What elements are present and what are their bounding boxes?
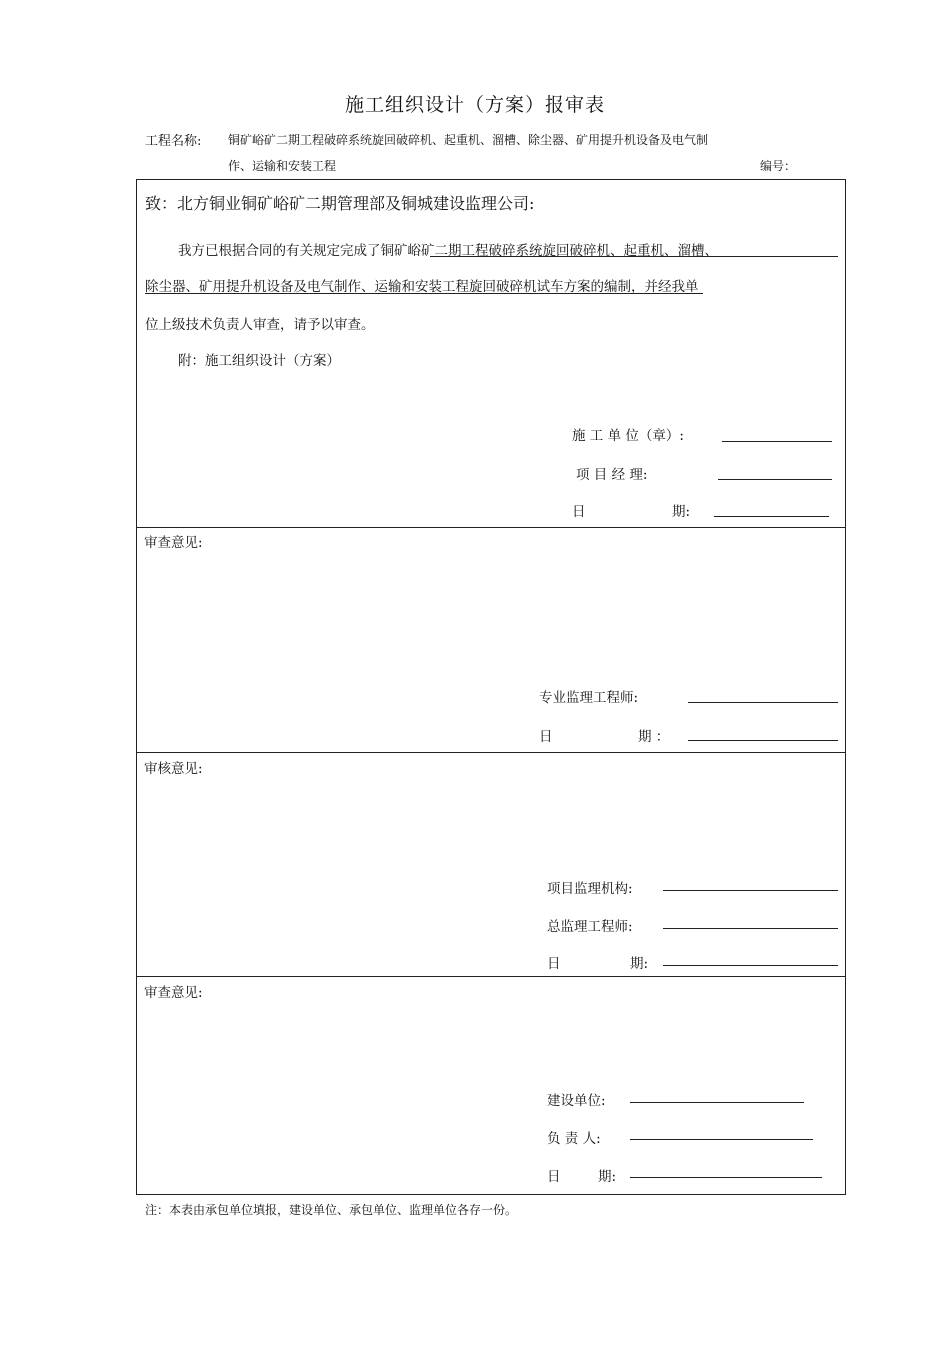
statement-underline-1 bbox=[430, 256, 838, 257]
review-section bbox=[136, 527, 846, 753]
form-number-label: 编号： bbox=[760, 159, 797, 173]
project-name-line2: 作、运输和安装工程 bbox=[228, 159, 337, 173]
date-label-start: 日 bbox=[572, 504, 586, 520]
project-manager-blank[interactable] bbox=[718, 479, 832, 480]
supervising-engineer-blank[interactable] bbox=[688, 702, 838, 703]
project-name-line1: 铜矿峪矿二期工程破碎系统旋回破碎机、起重机、溜槽、除尘器、矿用提升机设备及电气制 bbox=[228, 133, 709, 147]
project-name-label: 工程名称: bbox=[145, 134, 202, 149]
owner-opinion-label: 审查意见: bbox=[144, 985, 203, 1001]
contractor-unit-blank[interactable] bbox=[722, 441, 832, 442]
date-label-start: 日 bbox=[539, 729, 553, 745]
statement-line3: 位上级技术负责人审查，请予以审查。 bbox=[145, 317, 375, 333]
responsible-person-label: 负 责 人: bbox=[547, 1131, 601, 1147]
attachment-note: 附：施工组织设计（方案） bbox=[178, 353, 340, 369]
statement-underline-2 bbox=[145, 293, 703, 294]
statement-line1: 我方已根据合同的有关规定完成了铜矿峪矿二期工程破碎系统旋回破碎机、起重机、溜槽、 bbox=[178, 243, 718, 259]
contractor-unit-label: 施 工 单 位（章）: bbox=[572, 428, 684, 444]
supervision-org-blank[interactable] bbox=[663, 890, 838, 891]
date-label-end: 期: bbox=[598, 1169, 617, 1185]
audit-section bbox=[136, 752, 846, 977]
audit-date-blank[interactable] bbox=[663, 965, 838, 966]
date-label-end: 期: bbox=[630, 956, 649, 972]
date-label-end: 期: bbox=[672, 504, 691, 520]
chief-engineer-label: 总监理工程师: bbox=[547, 919, 633, 935]
review-date-blank[interactable] bbox=[688, 740, 838, 741]
supervision-org-label: 项目监理机构: bbox=[547, 881, 633, 897]
owner-unit-label: 建设单位: bbox=[547, 1093, 606, 1109]
owner-review-section bbox=[136, 976, 846, 1195]
review-opinion-label: 审查意见: bbox=[144, 535, 203, 551]
project-manager-label: 项 目 经 理: bbox=[576, 467, 648, 483]
audit-opinion-label: 审核意见: bbox=[144, 761, 203, 777]
supervising-engineer-label: 专业监理工程师: bbox=[539, 690, 639, 706]
owner-unit-blank[interactable] bbox=[630, 1102, 804, 1103]
statement-line2: 除尘器、矿用提升机设备及电气制作、运输和安装工程旋回破碎机试车方案的编制，并经我单 bbox=[145, 279, 699, 295]
submission-date-blank[interactable] bbox=[714, 516, 829, 517]
chief-engineer-blank[interactable] bbox=[663, 928, 838, 929]
date-label-start: 日 bbox=[547, 956, 561, 972]
date-label-end: 期 ： bbox=[638, 729, 670, 745]
addressee: 致：北方铜业铜矿峪矿二期管理部及铜城建设监理公司: bbox=[145, 194, 535, 213]
page-title: 施工组织设计（方案）报审表 bbox=[344, 94, 605, 116]
owner-date-blank[interactable] bbox=[630, 1177, 822, 1178]
footnote: 注：本表由承包单位填报，建设单位、承包单位、监理单位各存一份。 bbox=[145, 1203, 518, 1217]
responsible-person-blank[interactable] bbox=[630, 1139, 813, 1140]
date-label-start: 日 bbox=[547, 1169, 561, 1185]
